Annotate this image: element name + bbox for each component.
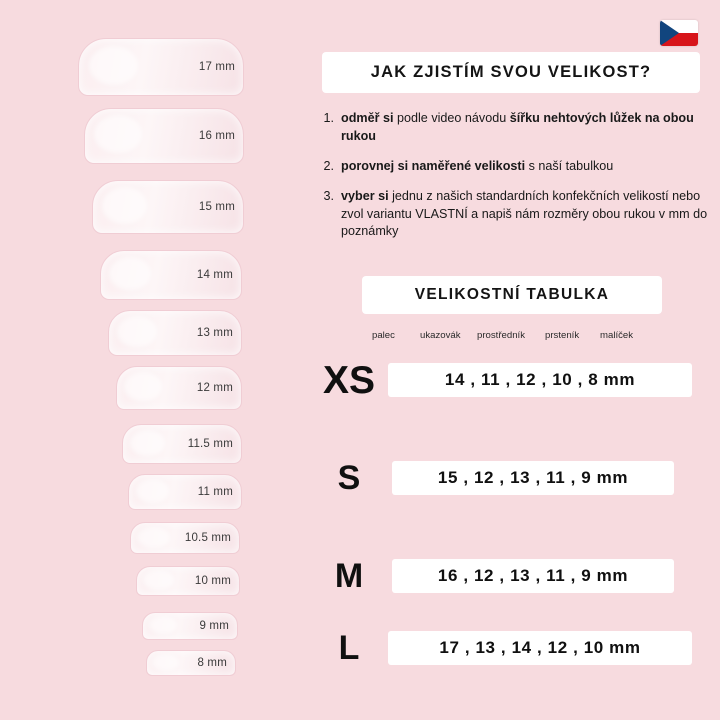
nail-shape [92, 180, 244, 234]
nail-size-label: 13 mm [196, 327, 233, 339]
nail-size-label: 17 mm [198, 61, 235, 73]
size-values-s: 15 , 12 , 13 , 11 , 9 mm [392, 461, 674, 495]
nail-size-label: 12 mm [196, 382, 233, 394]
size-label-m: M [334, 557, 364, 595]
instruction-step [314, 158, 714, 176]
nail-size-item [128, 474, 242, 510]
instruction-list [314, 110, 714, 253]
nail-shape [128, 474, 242, 510]
size-row-xs [310, 352, 710, 408]
size-values-m: 16 , 12 , 13 , 11 , 9 mm [392, 559, 674, 593]
nail-size-label: 15 mm [198, 201, 235, 213]
nail-size-item [100, 250, 242, 300]
nail-shape [122, 424, 242, 464]
size-row-l [310, 620, 710, 676]
nail-size-label: 8 mm [197, 657, 227, 669]
finger-header-index: ukazovák [420, 330, 461, 341]
size-row-s [310, 450, 710, 506]
size-values-xs: 14 , 11 , 12 , 10 , 8 mm [388, 363, 692, 397]
nail-size-label: 11.5 mm [187, 438, 233, 450]
size-label-xs: XS [322, 358, 376, 402]
nail-shape [142, 612, 238, 640]
size-table-title [362, 276, 662, 314]
nail-size-item [108, 310, 242, 356]
page-title-text: JAK ZJISTÍM SVOU VELIKOST? [370, 63, 652, 81]
nail-size-label: 16 mm [198, 130, 235, 142]
nail-size-item [146, 650, 236, 676]
nail-size-label: 10.5 mm [184, 532, 231, 544]
nail-size-label: 11 mm [197, 486, 233, 498]
nail-shape [136, 566, 240, 596]
nail-shape [100, 250, 242, 300]
nail-size-label: 9 mm [199, 620, 229, 632]
size-row-m [310, 548, 710, 604]
nail-size-item [122, 424, 242, 464]
page-title [322, 52, 700, 93]
nail-size-label: 14 mm [196, 269, 233, 281]
nail-size-label: 10 mm [194, 575, 231, 587]
nail-size-item [92, 180, 244, 234]
instruction-step-number: 2. [323, 158, 334, 173]
nail-size-item [84, 108, 244, 164]
nail-size-item [78, 38, 244, 96]
nail-shape [116, 366, 242, 410]
size-values-l: 17 , 13 , 14 , 12 , 10 mm [388, 631, 692, 665]
instruction-step-text: odměř si podle video návodu šířku nehtových lůžek na obou rukou [341, 111, 694, 143]
finger-header-ring: prsteník [545, 330, 580, 341]
info-panel [300, 0, 720, 720]
size-label-l: L [338, 629, 360, 667]
instruction-step-text: vyber si jednu z našich standardních konfekčních velikostí nebo zvol variantu VLASTNÍ a napiš nám rozměry obou rukou v mm do poznámky [341, 188, 708, 239]
finger-header-row [372, 330, 702, 341]
finger-header-middle: prostředník [477, 330, 525, 341]
nail-shape [130, 522, 240, 554]
nail-size-item [142, 612, 238, 640]
finger-header-thumb: palec [372, 330, 395, 341]
nail-shape [84, 108, 244, 164]
instruction-step [314, 188, 714, 242]
instruction-step-text: porovnej si naměřené velikosti s naší tabulkou [341, 158, 614, 173]
instruction-step [314, 110, 714, 146]
nail-size-item [130, 522, 240, 554]
size-label-s: S [337, 459, 361, 497]
nail-size-item [136, 566, 240, 596]
nail-shape [146, 650, 236, 676]
nail-size-item [116, 366, 242, 410]
nail-shape [108, 310, 242, 356]
nail-shape [78, 38, 244, 96]
size-table-title-text: VELIKOSTNÍ TABULKA [414, 286, 610, 303]
nail-size-chart [0, 0, 290, 720]
instruction-step-number: 3. [323, 188, 334, 203]
instruction-step-number: 1. [323, 111, 334, 125]
finger-header-pinky: malíček [600, 330, 634, 341]
